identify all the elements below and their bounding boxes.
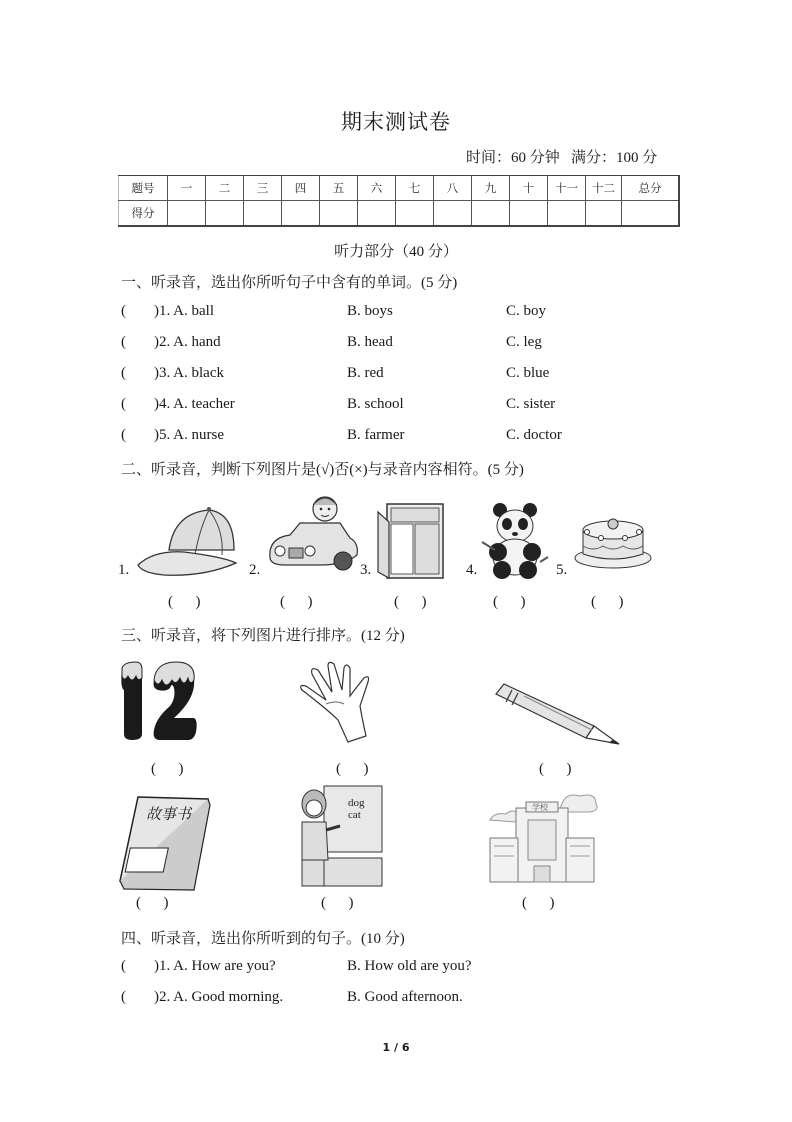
option-a: )1. A. ball [154, 303, 214, 319]
answer-blank[interactable]: ( [121, 989, 126, 1005]
cap-icon [134, 505, 244, 580]
score-table-header-row [119, 176, 680, 201]
score-cell[interactable] [358, 201, 396, 227]
score-cell[interactable] [510, 201, 548, 227]
section2-heading: 二、听录音，判断下列图片是(√)否(×)与录音内容相符。(5 分) [121, 462, 524, 478]
answer-blank[interactable]: ( ) [522, 895, 555, 911]
score-cell[interactable] [586, 201, 622, 227]
answer-blank[interactable]: ( [121, 303, 126, 319]
svg-text:学校: 学校 [532, 803, 548, 812]
answer-blank[interactable]: ( ) [336, 761, 369, 777]
section3-heading: 三、听录音，将下列图片进行排序。(12 分) [121, 628, 405, 644]
answer-blank[interactable]: ( ) [168, 594, 201, 610]
header-cell: 六 [358, 176, 396, 201]
picture-number: 4. [466, 562, 478, 578]
score-cell[interactable] [434, 201, 472, 227]
option-b: B. boys [347, 303, 393, 319]
picture-number: 3. [360, 562, 372, 578]
answer-blank[interactable]: ( [121, 958, 126, 974]
header-cell: 题号 [119, 176, 168, 201]
storybook-icon [118, 793, 210, 891]
header-cell: 一 [168, 176, 206, 201]
option-a: )5. A. nurse [154, 427, 224, 443]
score-cell[interactable] [396, 201, 434, 227]
score-table [118, 175, 680, 227]
option-b: B. red [347, 365, 384, 381]
picture-number: 1. [118, 562, 130, 578]
answer-blank[interactable]: ( [121, 365, 126, 381]
option-c: C. boy [506, 303, 547, 319]
option-b: B. school [347, 396, 404, 412]
page-indicator: 1 / 6 [382, 1041, 410, 1054]
window-icon [377, 502, 447, 582]
header-cell: 总分 [622, 176, 680, 201]
option-c: C. doctor [506, 427, 562, 443]
answer-blank[interactable]: ( ) [136, 895, 169, 911]
svg-text:故事书: 故事书 [146, 805, 192, 823]
score-cell[interactable] [168, 201, 206, 227]
header-cell: 九 [472, 176, 510, 201]
svg-text:dog: dog [348, 797, 365, 809]
score-cell[interactable] [622, 201, 680, 227]
answer-blank[interactable]: ( ) [493, 594, 526, 610]
option-a: )2. A. hand [154, 334, 221, 350]
cake-icon [573, 510, 653, 575]
score-cell[interactable] [282, 201, 320, 227]
header-cell: 七 [396, 176, 434, 201]
answer-blank[interactable]: ( ) [394, 594, 427, 610]
section4-heading: 四、听录音，选出你所听到的句子。(10 分) [121, 931, 405, 947]
score-cell[interactable] [472, 201, 510, 227]
answer-blank[interactable]: ( [121, 334, 126, 350]
answer-blank[interactable]: ( ) [539, 761, 572, 777]
option-b: B. head [347, 334, 393, 350]
row-label: 得分 [119, 201, 168, 227]
picture-number: 5. [556, 562, 568, 578]
panda-icon [480, 502, 550, 580]
header-cell: 五 [320, 176, 358, 201]
header-cell: 十 [510, 176, 548, 201]
pencil-icon [494, 680, 624, 750]
answer-blank[interactable]: ( [121, 396, 126, 412]
exam-time-and-score: 时间：60 分钟 满分：100 分 [466, 150, 658, 166]
header-cell: 二 [206, 176, 244, 201]
header-cell: 十二 [586, 176, 622, 201]
score-cell[interactable] [244, 201, 282, 227]
school-building-icon [486, 790, 600, 886]
hand-icon [298, 660, 388, 745]
answer-blank[interactable]: ( ) [280, 594, 313, 610]
teacher-at-blackboard-icon [296, 786, 382, 886]
answer-blank[interactable]: ( ) [151, 761, 184, 777]
option-c: C. leg [506, 334, 542, 350]
boy-in-car-icon [265, 493, 360, 578]
listening-part-heading: 听力部分（40 分） [334, 244, 458, 260]
answer-blank[interactable]: ( ) [591, 594, 624, 610]
score-table-score-row [119, 201, 680, 227]
option-c: C. blue [506, 365, 550, 381]
answer-blank[interactable]: ( [121, 427, 126, 443]
exam-title: 期末测试卷 [341, 110, 451, 134]
answer-blank[interactable]: ( ) [321, 895, 354, 911]
header-cell: 三 [244, 176, 282, 201]
header-cell: 八 [434, 176, 472, 201]
score-cell[interactable] [206, 201, 244, 227]
option-a: )1. A. How are you? [154, 958, 276, 974]
number-12-icon [118, 660, 203, 742]
option-b: B. How old are you? [347, 958, 472, 974]
picture-number: 2. [249, 562, 261, 578]
header-cell: 四 [282, 176, 320, 201]
header-cell: 十一 [548, 176, 586, 201]
option-a: )2. A. Good morning. [154, 989, 284, 1005]
option-a: )3. A. black [154, 365, 224, 381]
option-b: B. farmer [347, 427, 405, 443]
score-cell[interactable] [320, 201, 358, 227]
option-b: B. Good afternoon. [347, 989, 463, 1005]
svg-text:cat: cat [348, 809, 361, 821]
option-a: )4. A. teacher [154, 396, 235, 412]
section1-heading: 一、听录音，选出你所听句子中含有的单词。(5 分) [121, 275, 458, 291]
score-cell[interactable] [548, 201, 586, 227]
option-c: C. sister [506, 396, 556, 412]
